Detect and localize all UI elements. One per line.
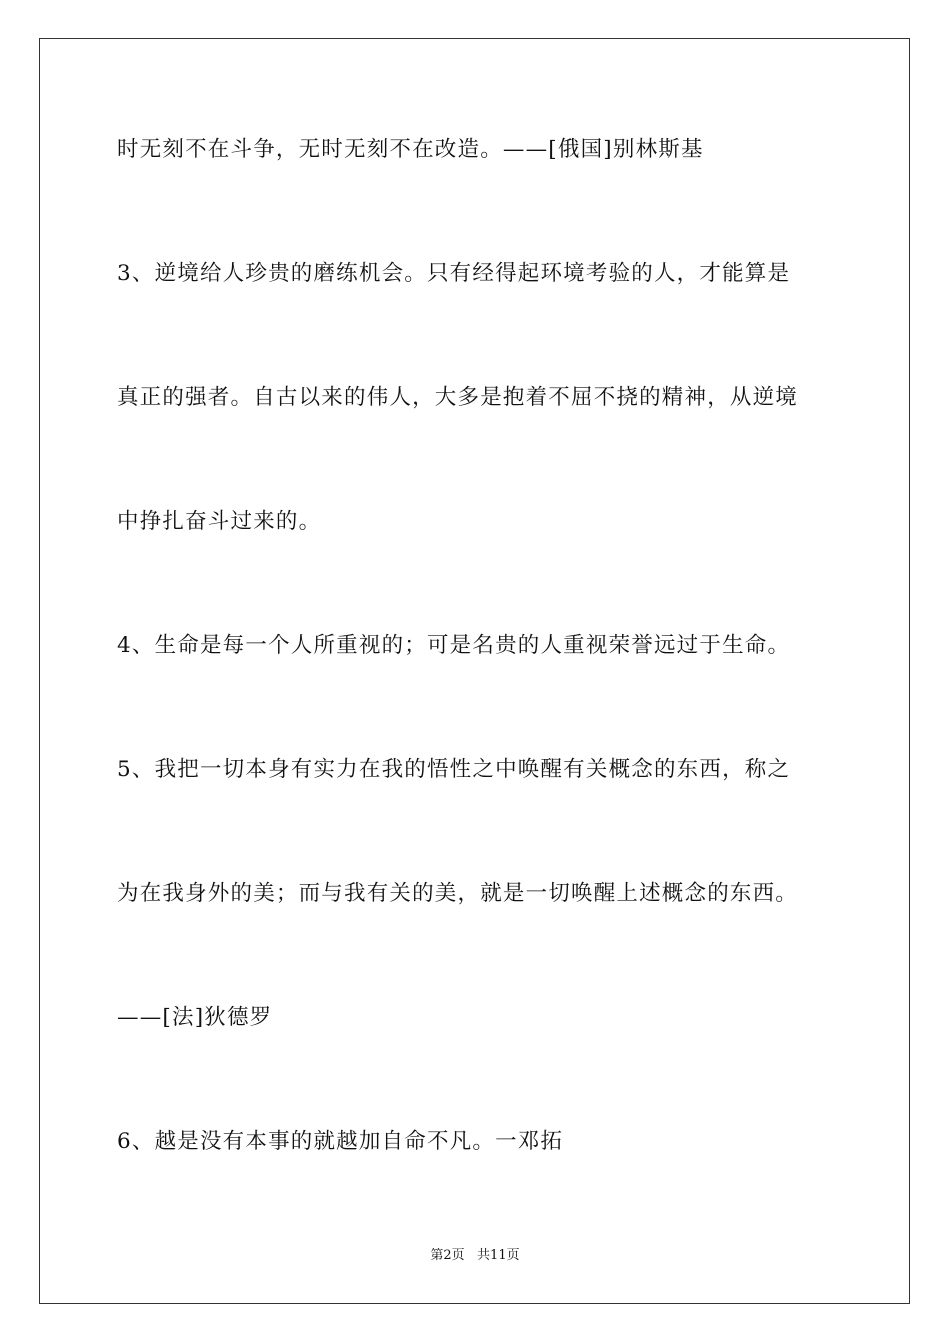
page-number-footer: 第2页 共11页 [430,1248,520,1263]
text-line-3: 真正的强者。自古以来的伟人，大多是抱着不屈不挠的精神，从逆境 [117,385,799,410]
text-line-6: 5、我把一切本身有实力在我的悟性之中唤醒有关概念的东西，称之 [117,757,791,782]
page-border [39,38,910,1304]
text-line-8: ——[法]狄德罗 [117,1005,273,1030]
text-line-2: 3、逆境给人珍贵的磨练机会。只有经得起环境考验的人，才能算是 [117,261,791,286]
text-line-4: 中挣扎奋斗过来的。 [117,509,322,534]
text-line-9: 6、越是没有本事的就越加自命不凡。一邓拓 [117,1129,564,1154]
text-line-5: 4、生命是每一个人所重视的；可是名贵的人重视荣誉远过于生命。 [117,633,791,658]
text-line-7: 为在我身外的美；而与我有关的美，就是一切唤醒上述概念的东西。 [117,881,799,906]
text-line-1: 时无刻不在斗争，无时无刻不在改造。——[俄国]别林斯基 [117,137,704,162]
